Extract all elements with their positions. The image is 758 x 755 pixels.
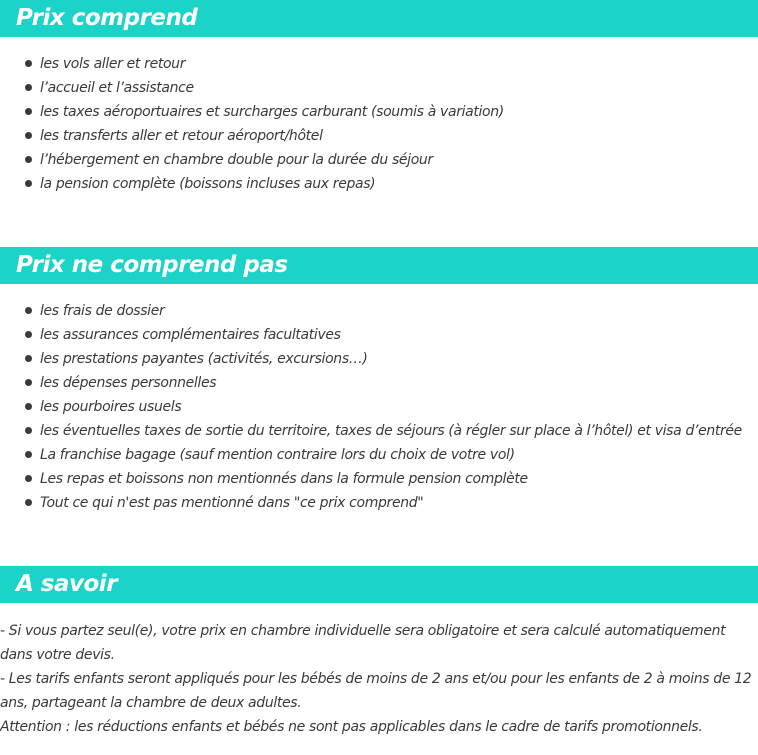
list-item: les éventuelles taxes de sortie du territoire, taxes de séjours (à régler sur place à l’hôtel) et visa d’entrée bbox=[0, 419, 742, 443]
section-header-good-to-know bbox=[0, 566, 758, 603]
bullet-icon bbox=[25, 475, 32, 482]
section-title-good-to-know: A savoir bbox=[16, 571, 118, 597]
list-item: la pension complète (boissons incluses aux repas) bbox=[0, 172, 504, 196]
bullet-icon bbox=[25, 84, 32, 91]
section-header-not-included bbox=[0, 247, 758, 284]
bullet-icon bbox=[25, 403, 32, 410]
list-item: les transferts aller et retour aéroport/hôtel bbox=[0, 124, 504, 148]
bullet-icon bbox=[25, 108, 32, 115]
bullet-icon bbox=[25, 499, 32, 506]
list-item: Les repas et boissons non mentionnés dans la formule pension complète bbox=[0, 467, 742, 491]
section-title-not-included: Prix ne comprend pas bbox=[16, 252, 288, 278]
note-paragraph: - Les tarifs enfants seront appliqués pour les bébés de moins de 2 ans et/ou pour les enfants de 2 à moins de 12 ans, partageant la chambre de deux adultes. bbox=[0, 671, 752, 711]
list-item: les pourboires usuels bbox=[0, 395, 742, 419]
bullet-icon bbox=[25, 427, 32, 434]
not-included-list bbox=[0, 299, 742, 515]
list-item: les frais de dossier bbox=[0, 299, 742, 323]
list-item: l’hébergement en chambre double pour la durée du séjour bbox=[0, 148, 504, 172]
bullet-icon bbox=[25, 180, 32, 187]
list-item: les taxes aéroportuaires et surcharges carburant (soumis à variation) bbox=[0, 100, 504, 124]
bullet-icon bbox=[25, 331, 32, 338]
bullet-icon bbox=[25, 156, 32, 163]
list-item: La franchise bagage (sauf mention contraire lors du choix de votre vol) bbox=[0, 443, 742, 467]
bullet-icon bbox=[25, 451, 32, 458]
note-paragraph: - Si vous partez seul(e), votre prix en chambre individuelle sera obligatoire et sera calculé automatiquement dans votre devis. bbox=[0, 623, 726, 663]
note-paragraph: Attention : les réductions enfants et bébés ne sont pas applicables dans le cadre de tarifs promotionnels. bbox=[0, 719, 703, 735]
bullet-icon bbox=[25, 355, 32, 362]
good-to-know-notes bbox=[0, 619, 755, 739]
list-item: les dépenses personnelles bbox=[0, 371, 742, 395]
section-title-included: Prix comprend bbox=[16, 5, 198, 31]
list-item: les prestations payantes (activités, excursions…) bbox=[0, 347, 742, 371]
section-header-included bbox=[0, 0, 758, 37]
list-item: les assurances complémentaires facultatives bbox=[0, 323, 742, 347]
included-list bbox=[0, 52, 504, 196]
list-item: Tout ce qui n'est pas mentionné dans "ce prix comprend" bbox=[0, 491, 742, 515]
bullet-icon bbox=[25, 307, 32, 314]
bullet-icon bbox=[25, 132, 32, 139]
bullet-icon bbox=[25, 60, 32, 67]
bullet-icon bbox=[25, 379, 32, 386]
list-item: les vols aller et retour bbox=[0, 52, 504, 76]
list-item: l’accueil et l’assistance bbox=[0, 76, 504, 100]
